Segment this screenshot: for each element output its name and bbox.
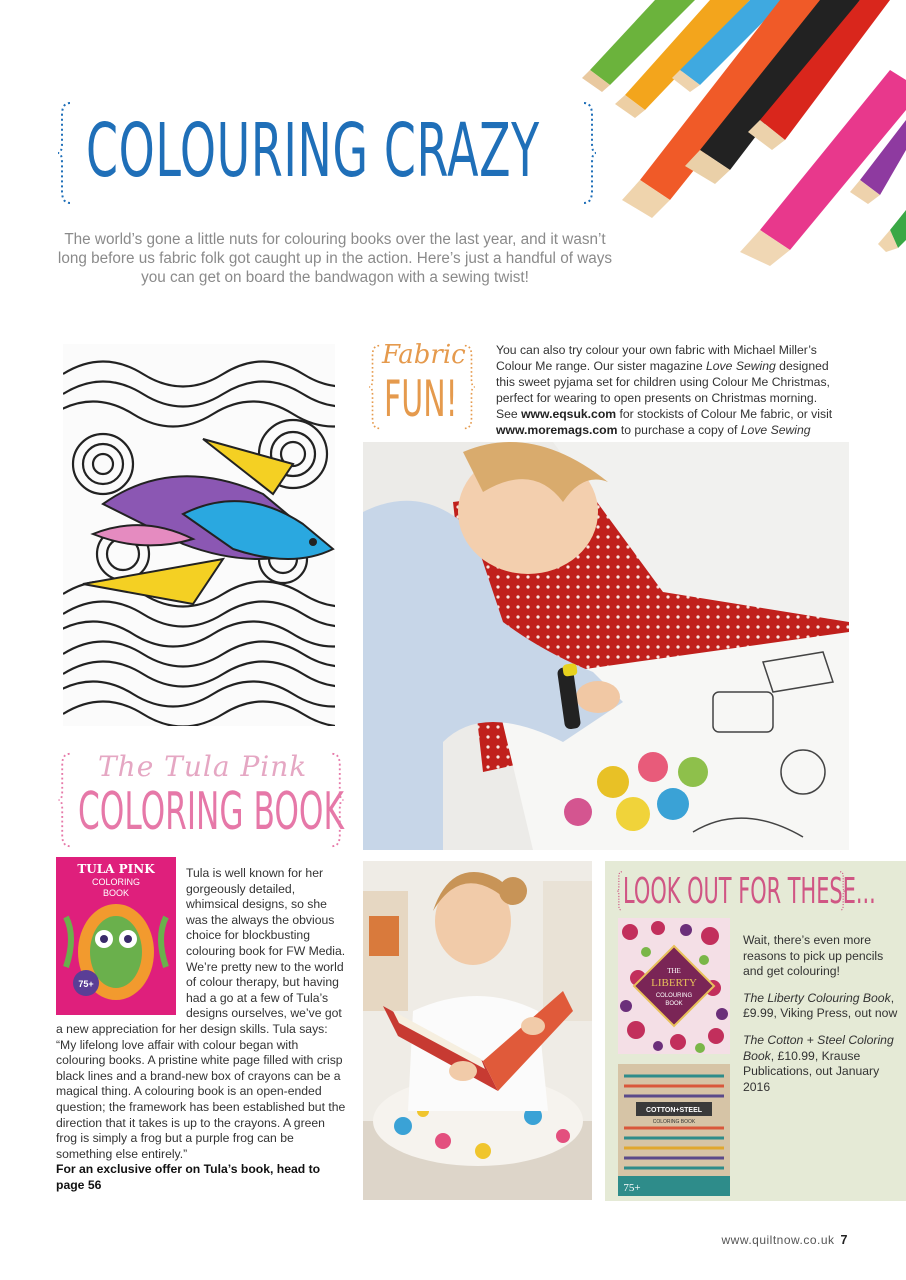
cover-title: BOOK xyxy=(102,888,130,898)
magazine-name: Love Sewing xyxy=(740,423,811,437)
cover-title: COTTON+STEEL xyxy=(645,1107,703,1114)
coloring-page-bird-image xyxy=(63,344,335,726)
footer-url[interactable]: www.quiltnow.co.uk xyxy=(721,1233,835,1247)
cover-title: LIBERTY xyxy=(651,977,697,989)
look-out-panel xyxy=(605,861,906,1201)
tula-article-text: Tula is well known for her gorgeously detailed, whimsical designs, so she was the always the obvious choice for blockbusting colouring book for FW Media. We’re pretty new to the world of colour therapy, but having had a go at a few of Tula’s designs ourselves, we’ve got a new appreciation for her design skills. Tula says: “My lifelong love affair with colour began with colouring books. A pristine white page filled with crisp black lines and a brand-new box of crayons can be a magical thing. A colouring book is an open-ended question; the framework has been established but the direction that it takes is up to the crayons. A green frog is simply a frog but a purple frog can be something else entirely.” For an exclusive offer on Tula’s book, head to page 56 xyxy=(56,866,346,1192)
left-brace-icon xyxy=(58,752,72,848)
right-brace-icon xyxy=(462,344,476,430)
fun-label: FUN! xyxy=(384,370,458,428)
tula-script-label: The Tula Pink xyxy=(98,750,308,783)
right-brace-icon xyxy=(582,101,596,205)
magazine-name: Love Sewing xyxy=(706,359,776,373)
left-brace-icon xyxy=(58,101,72,205)
liberty-book-cover xyxy=(618,918,730,1054)
coloring-book-label: COLORING BOOK xyxy=(78,782,344,842)
fabric-script-label: Fabric xyxy=(382,340,466,370)
title-block xyxy=(58,95,598,215)
right-brace-icon xyxy=(835,871,849,911)
cover-title: BOOK xyxy=(665,1001,683,1007)
cover-badge: 75+ xyxy=(78,979,94,989)
offer-text: For an exclusive offer on Tula’s book, head to page 56 xyxy=(56,1162,321,1192)
right-brace-icon xyxy=(330,752,344,848)
eqsuk-link[interactable]: www.eqsuk.com xyxy=(521,407,617,421)
book2-entry: The Cotton + Steel Coloring Book, £10.99, Krause Publications, out January 2016 xyxy=(743,1032,894,1094)
fabric-fun-paragraph: You can also try colour your own fabric with Michael Miller’s Colour Me range. Our sister magazine Love Sewing designed this sweet pyjama set for children using Colour Me Christmas, perfect for wearing to open presents on Christmas morning. See www.eqsuk.com for stockists of Colour Me fabric, or visit www.moremags.com to purchase a copy of Love Sewing xyxy=(496,343,833,437)
tula-pink-heading xyxy=(58,748,344,848)
page-title: COLOURING CRAZY xyxy=(86,108,540,194)
cover-title: COLORING xyxy=(91,877,141,887)
cover-title: COLORING BOOK xyxy=(652,1119,696,1125)
look-out-intro: Wait, there’s even more reasons to pick up pencils and get colouring! xyxy=(743,933,884,979)
book1-entry: The Liberty Colouring Book, £9.99, Viking Press, out now xyxy=(743,990,898,1021)
cover-title: THE xyxy=(667,967,681,975)
page-number: 7 xyxy=(840,1233,848,1247)
cover-badge: 75+ xyxy=(623,1182,641,1194)
girl-reading-book-photo xyxy=(363,861,592,1200)
cover-title: TULA PINK xyxy=(77,862,155,876)
child-colouring-fabric-photo xyxy=(363,442,849,850)
look-out-text xyxy=(743,933,901,1106)
page-footer xyxy=(721,1233,848,1247)
intro-paragraph: The world’s gone a little nuts for colouring books over the last year, and it wasn’t long before us fabric folk got caught up in the action. Here’s just a handful of ways you can get on board the bandwagon with a sewing twist! xyxy=(57,231,613,286)
moremags-link[interactable]: www.moremags.com xyxy=(496,423,618,437)
fabric-fun-heading xyxy=(368,340,478,432)
left-brace-icon xyxy=(368,344,382,430)
cotton-steel-book-cover xyxy=(618,1064,730,1196)
cover-title: COLOURING xyxy=(655,993,693,999)
look-out-heading: LOOK OUT FOR THESE... xyxy=(623,871,876,912)
